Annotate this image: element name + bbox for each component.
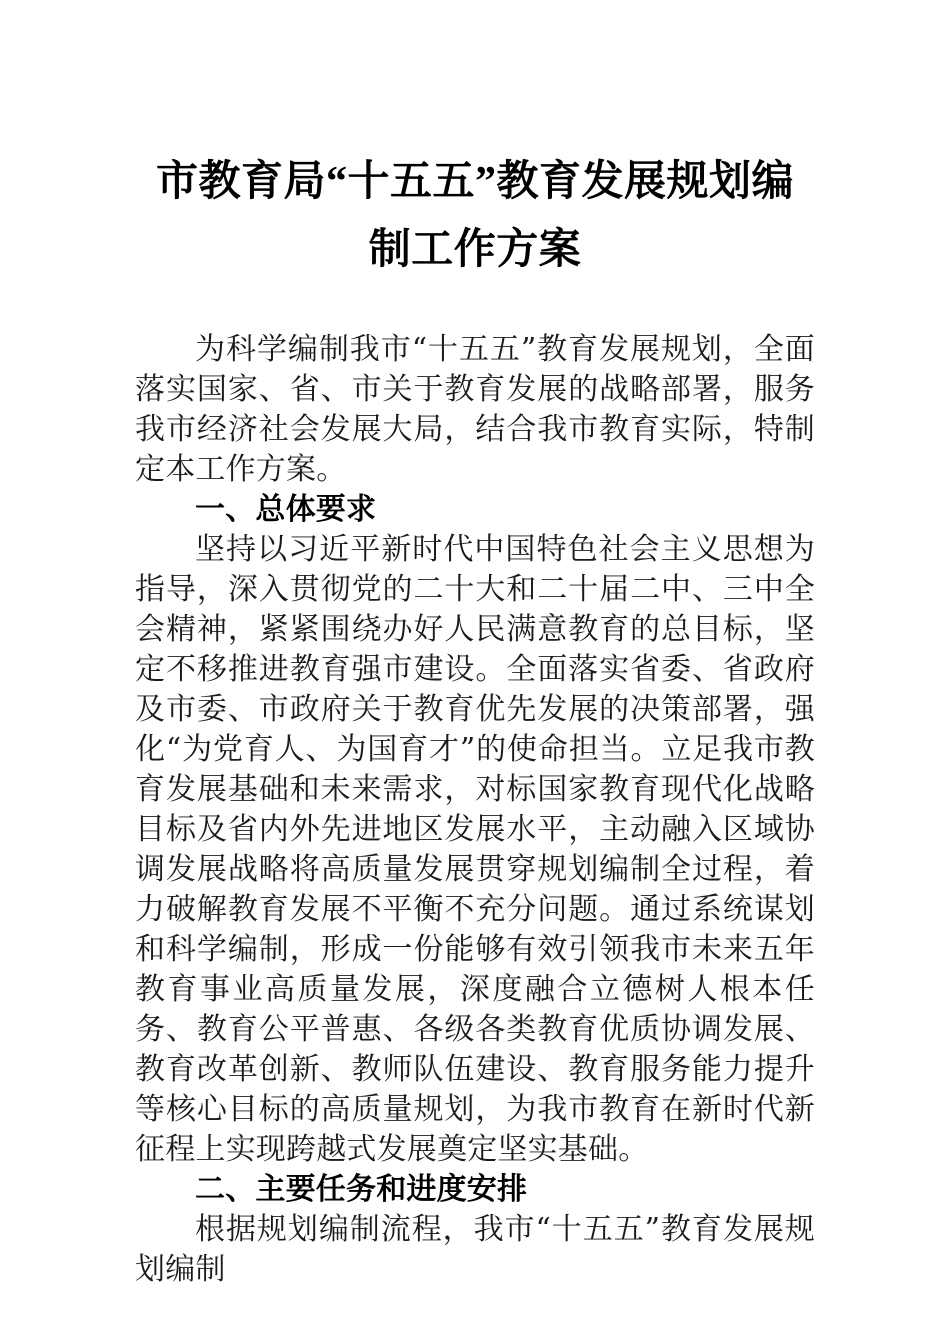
intro-paragraph: 为科学编制我市“十五五”教育发展规划，全面落实国家、省、市关于教育发展的战略部署，服务我市经济社会发展大局，结合我市教育实际，特制定本工作方案。: [135, 332, 815, 487]
page-title: 市教育局“十五五”教育发展规划编制工作方案: [155, 159, 794, 273]
document-content: [135, 0, 815, 1290]
section-2-paragraph: 根据规划编制流程，我市“十五五”教育发展规划编制: [135, 1212, 815, 1287]
section-heading-overall-requirements: 一、总体要求: [195, 493, 377, 526]
section-heading-main-tasks-and-schedule: 二、主要任务和进度安排: [195, 1173, 528, 1206]
section-1-paragraph: 坚持以习近平新时代中国特色社会主义思想为指导，深入贯彻党的二十大和二十届二中、三中全会精神，紧紧围绕办好人民满意教育的总目标，坚定不移推进教育强市建设。全面落实省委、省政府及市委、市政府关于教育优先发展的决策部署，强化“为党育人、为国育才”的使命担当。立足我市教育发展基础和未来需求，对标国家教育现代化战略目标及省内外先进地区发展水平，主动融入区域协调发展战略将高质量发展贯穿规划编制全过程，着力破解教育发展不平衡不充分问题。通过系统谋划和科学编制，形成一份能够有效引领我市未来五年教育事业高质量发展，深度融合立德树人根本任务、教育公平普惠、各级各类教育优质协调发展、教育改革创新、教师队伍建设、教育服务能力提升等核心目标的高质量规划，为我市教育在新时代新征程上实现跨越式发展奠定坚实基础。: [135, 532, 815, 1167]
